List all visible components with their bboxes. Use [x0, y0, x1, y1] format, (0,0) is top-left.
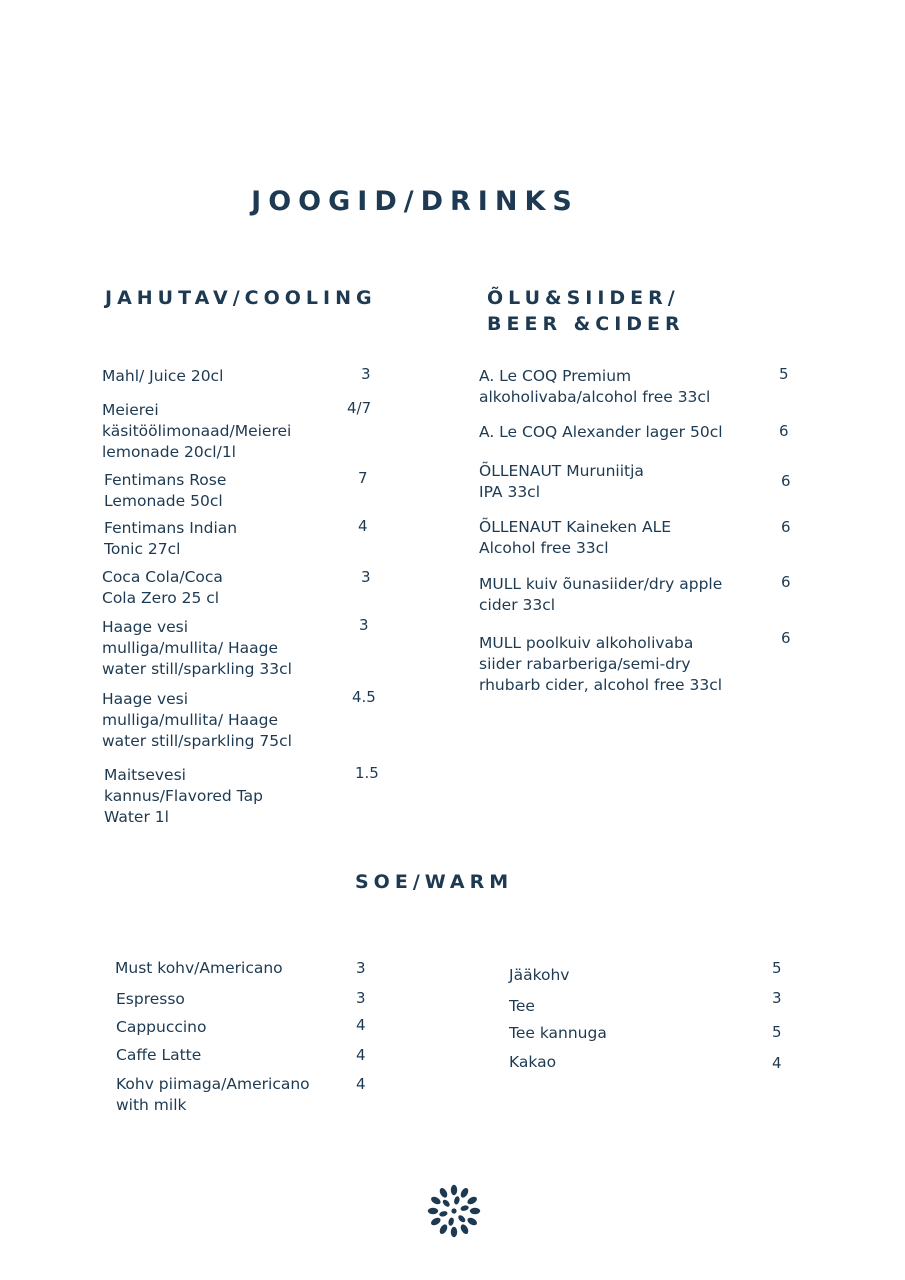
cooling-item-name: Maitsevesi kannus/Flavored Tap Water 1l	[104, 766, 263, 826]
warm-item-price: 4	[356, 1016, 366, 1034]
cooling-item-name: Meierei käsitöölimonaad/Meierei lemonade 20cl/1l	[102, 401, 292, 461]
warm-item-price: 4	[772, 1054, 782, 1072]
warm-item-name: Jääkohv	[509, 966, 570, 984]
warm-item-name: Tee kannuga	[509, 1024, 607, 1042]
cooling-item-price: 4	[358, 517, 368, 535]
cooling-item-price: 7	[358, 469, 368, 487]
beer-item-name: A. Le COQ Premium alkoholivaba/alcohol free 33cl	[479, 367, 711, 406]
warm-item-name: Espresso	[116, 990, 185, 1008]
cooling-item-price: 4.5	[352, 688, 376, 706]
beer-item-name: ÕLLENAUT Muruniitja IPA 33cl	[479, 462, 644, 501]
beer-item-price: 6	[781, 573, 791, 591]
snowflake-flower-icon	[426, 1183, 482, 1239]
warm-item-price: 4	[356, 1046, 366, 1064]
beer-item-price: 6	[781, 518, 791, 536]
cooling-item-price: 3	[359, 616, 369, 634]
warm-item-price: 3	[356, 959, 366, 977]
cooling-item-name: Mahl/ Juice 20cl	[102, 367, 224, 385]
warm-item-price: 3	[356, 989, 366, 1007]
beer-cider-heading: ÕLU&SIIDER/ BEER &CIDER	[487, 287, 685, 335]
cooling-item-name: Fentimans Rose Lemonade 50cl	[104, 471, 227, 510]
cooling-item-name: Fentimans Indian Tonic 27cl	[104, 519, 238, 558]
beer-item-price: 6	[781, 472, 791, 490]
beer-item-price: 5	[779, 365, 789, 383]
cooling-item-price: 4/7	[347, 399, 372, 417]
beer-item-price: 6	[779, 422, 789, 440]
warm-item-price: 4	[356, 1075, 366, 1093]
cooling-item-name: Haage vesi mulliga/mullita/ Haage water still/sparkling 33cl	[102, 618, 292, 678]
cooling-item-price: 3	[361, 568, 371, 586]
cooling-item-price: 1.5	[355, 764, 379, 782]
page-title: JOOGID/DRINKS	[251, 186, 579, 217]
beer-item-price: 6	[781, 629, 791, 647]
warm-item-name: Caffe Latte	[116, 1046, 202, 1064]
beer-item-name: MULL kuiv õunasiider/dry apple cider 33cl	[479, 575, 723, 614]
beer-item-name: A. Le COQ Alexander lager 50cl	[479, 423, 723, 441]
cooling-item-price: 3	[361, 365, 371, 383]
warm-heading: SOE/WARM	[355, 871, 514, 893]
warm-item-price: 5	[772, 1023, 782, 1041]
cooling-heading: JAHUTAV/COOLING	[105, 287, 377, 309]
warm-item-name: Kakao	[509, 1053, 557, 1071]
warm-item-price: 5	[772, 959, 782, 977]
warm-item-name: Must kohv/Americano	[115, 959, 283, 977]
warm-item-name: Cappuccino	[116, 1018, 207, 1036]
warm-item-price: 3	[772, 989, 782, 1007]
beer-item-name: ÕLLENAUT Kaineken ALE Alcohol free 33cl	[479, 518, 672, 557]
beer-item-name: MULL poolkuiv alkoholivaba siider rabarberiga/semi-dry rhubarb cider, alcohol free 33cl	[479, 634, 723, 694]
cooling-item-name: Coca Cola/Coca Cola Zero 25 cl	[102, 568, 223, 607]
warm-item-name: Tee	[509, 997, 535, 1015]
cooling-item-name: Haage vesi mulliga/mullita/ Haage water still/sparkling 75cl	[102, 690, 292, 750]
warm-item-name: Kohv piimaga/Americano with milk	[116, 1075, 310, 1114]
